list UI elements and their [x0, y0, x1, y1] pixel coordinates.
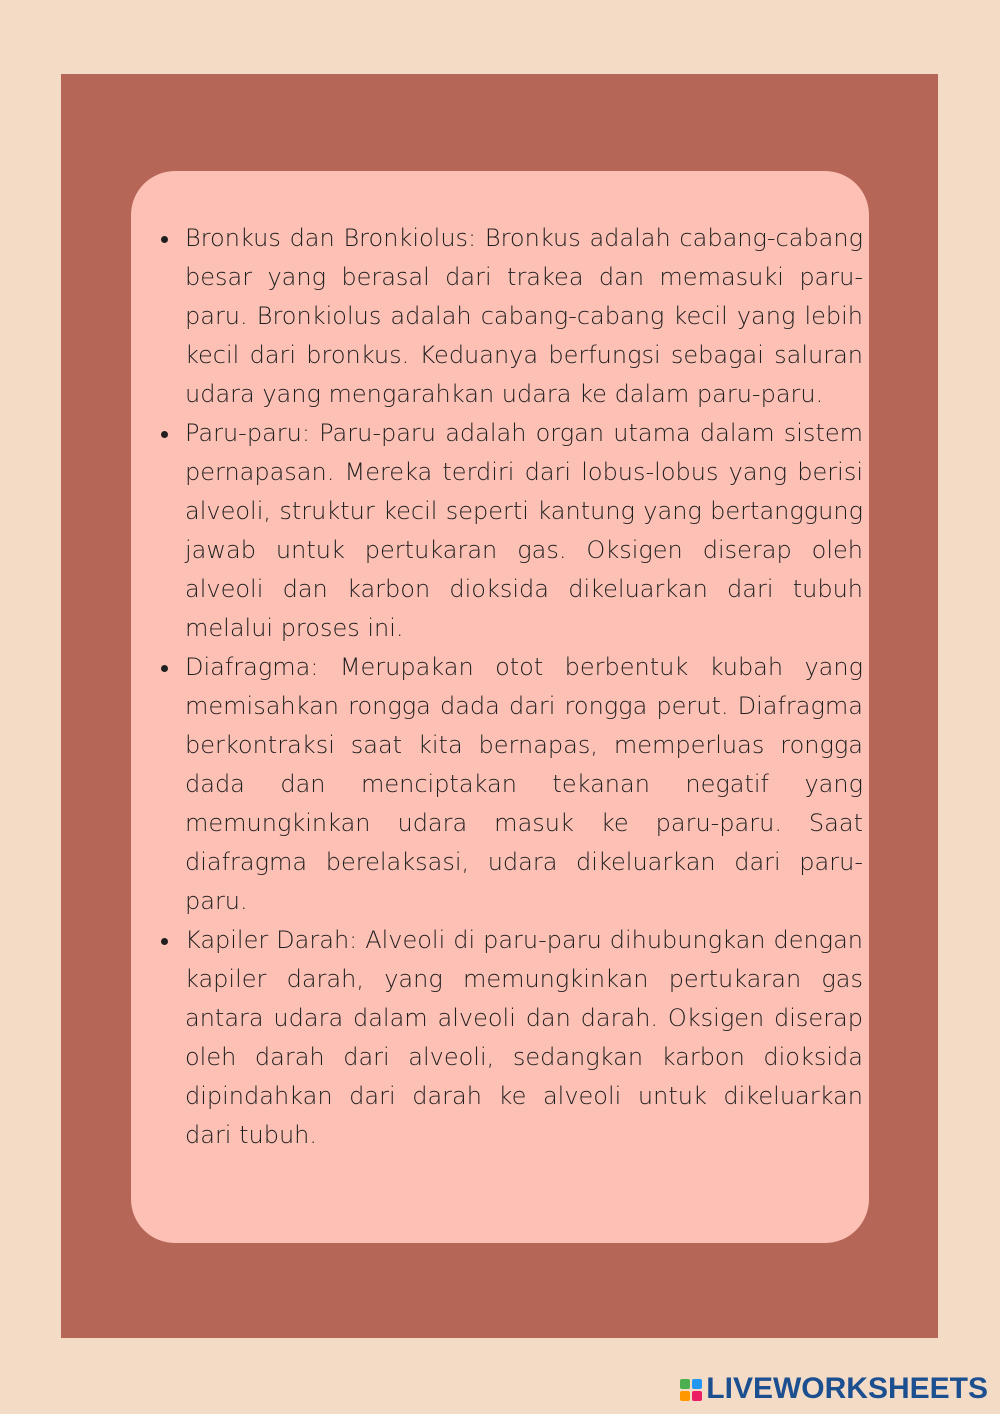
bullet-item-diafragma [185, 648, 863, 921]
bullet-text: Kapiler Darah: Alveoli di paru-paru dihubungkan dengan kapiler darah, yang memungkinkan pertukaran gas antara udara dalam alveoli dan darah. Oksigen diserap oleh darah dari alveoli, sedangkan karbon dioksida dipindahkan dari darah ke alveoli untuk dikeluarkan dari tubuh. [185, 926, 863, 1149]
bullet-dot-icon [161, 665, 168, 672]
bullet-dot-icon [161, 431, 168, 438]
bullet-dot-icon [161, 236, 168, 243]
bullet-item-paru-paru [185, 414, 863, 648]
bullet-text: Bronkus dan Bronkiolus: Bronkus adalah cabang-cabang besar yang berasal dari trakea dan memasuki paru-paru. Bronkiolus adalah cabang-cabang kecil yang lebih kecil dari bronkus. Keduanya berfungsi sebagai saluran udara yang mengarahkan udara ke dalam paru-paru. [185, 224, 863, 408]
bullet-list [185, 219, 863, 1155]
liveworksheets-wordmark: LIVEWORKSHEETS [706, 1372, 988, 1405]
liveworksheets-logo-icon [680, 1379, 702, 1401]
bullet-item-bronkus [185, 219, 863, 414]
bullet-dot-icon [161, 938, 168, 945]
liveworksheets-brand[interactable] [680, 1374, 988, 1404]
bullet-text: Paru-paru: Paru-paru adalah organ utama dalam sistem pernapasan. Mereka terdiri dari lobus-lobus yang berisi alveoli, struktur kecil seperti kantung yang bertanggung jawab untuk pertukaran gas. Oksigen diserap oleh alveoli dan karbon dioksida dikeluarkan dari tubuh melalui proses ini. [185, 419, 863, 642]
bullet-item-kapiler-darah [185, 921, 863, 1155]
bullet-text: Diafragma: Merupakan otot berbentuk kubah yang memisahkan rongga dada dari rongga perut. Diafragma berkontraksi saat kita bernapas, memperluas rongga dada dan menciptakan tekanan negatif yang memungkinkan udara masuk ke paru-paru. Saat diafragma berelaksasi, udara dikeluarkan dari paru-paru. [185, 653, 863, 915]
